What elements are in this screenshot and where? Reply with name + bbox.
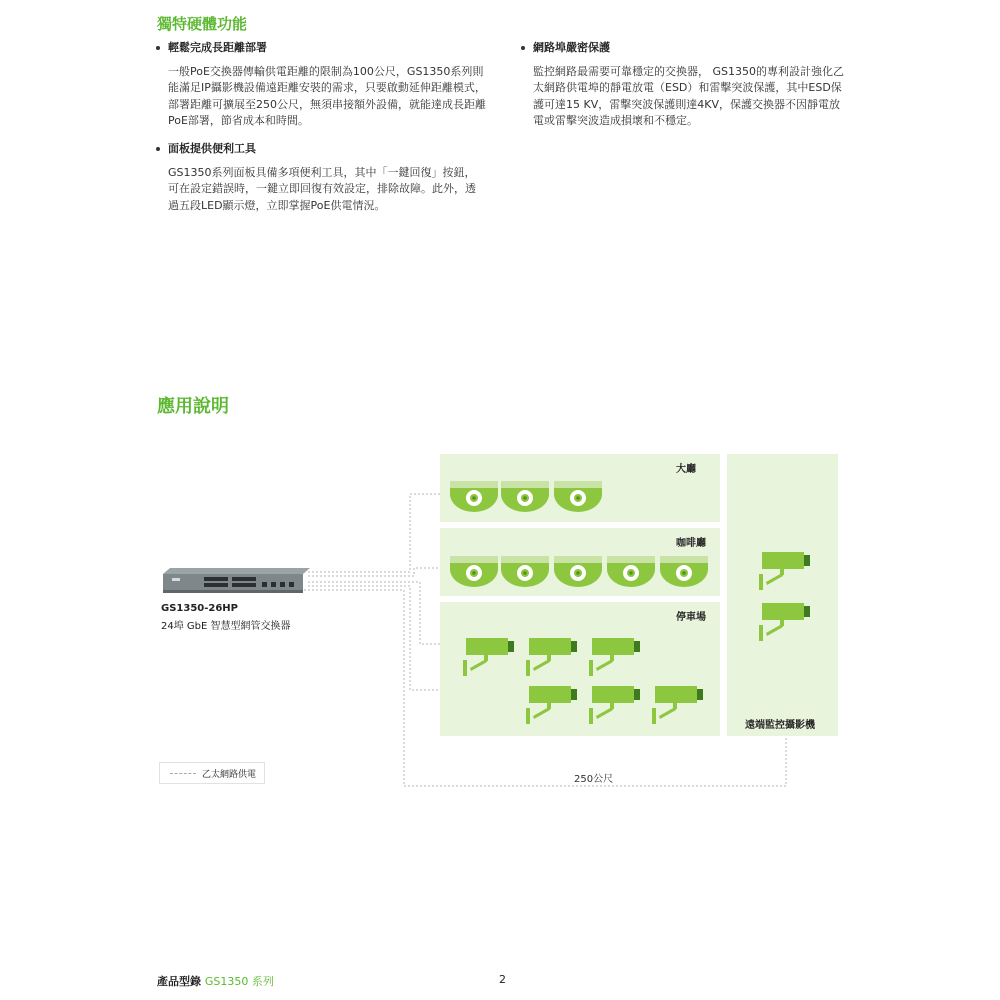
feature-body: 監控網路最需要可靠穩定的交換器， GS1350的專利設計強化乙太網路供電埠的靜電放電（ESD）和雷擊突波保護，其中ESD保護可達15 KV，雷擊突波保護則達4KV，保護交換器不因靜電放電或雷擊突波造成損壞和不穩定。: [533, 64, 844, 127]
footer-catalog: [157, 973, 274, 989]
switch-model: GS1350-26HP: [161, 603, 239, 614]
legend-label: 乙太網路供電: [202, 769, 257, 780]
zone-label-cafe: 咖啡廳: [676, 538, 706, 549]
zone-label-lobby: 大廳: [676, 464, 696, 475]
zone-remote: [727, 454, 838, 736]
section-title: 獨特硬體功能: [157, 15, 248, 33]
switch-icon: [163, 568, 310, 593]
application-title: 應用說明: [157, 396, 229, 417]
feature-title: 網路埠嚴密保護: [533, 40, 845, 57]
legend: [159, 762, 265, 784]
feature-title: 面板提供便利工具: [168, 141, 486, 158]
feature-body: 一般PoE交換器傳輸供電距離的限制為100公尺，GS1350系列則能滿足IP攝影機設備遠距離安裝的需求，只要啟動延伸距離模式，部署距離可擴展至250公尺，無須串接額外設備，就能達成長距離PoE部署，節省成本和時間。: [168, 64, 486, 127]
feature-body: GS1350系列面板具備多項便利工具，其中「一鍵回復」按鈕，可在設定錯誤時，一鍵立即回復有效設定，排除故障。此外，透過五段LED顯示燈，立即掌握PoE供電情況。: [168, 165, 476, 212]
distance-label: 250公尺: [574, 774, 614, 785]
footer-label: 產品型錄: [157, 975, 201, 988]
feature-title: 輕鬆完成長距離部署: [168, 40, 486, 57]
legend-line-swatch: [170, 773, 196, 774]
switch-description: 24埠 GbE 智慧型網管交換器: [161, 621, 291, 632]
page-number: 2: [499, 973, 506, 986]
footer-series: GS1350 系列: [204, 975, 274, 988]
remote-camera-label: 遠端監控攝影機: [745, 720, 815, 731]
zone-label-parking: 停車場: [676, 612, 706, 623]
